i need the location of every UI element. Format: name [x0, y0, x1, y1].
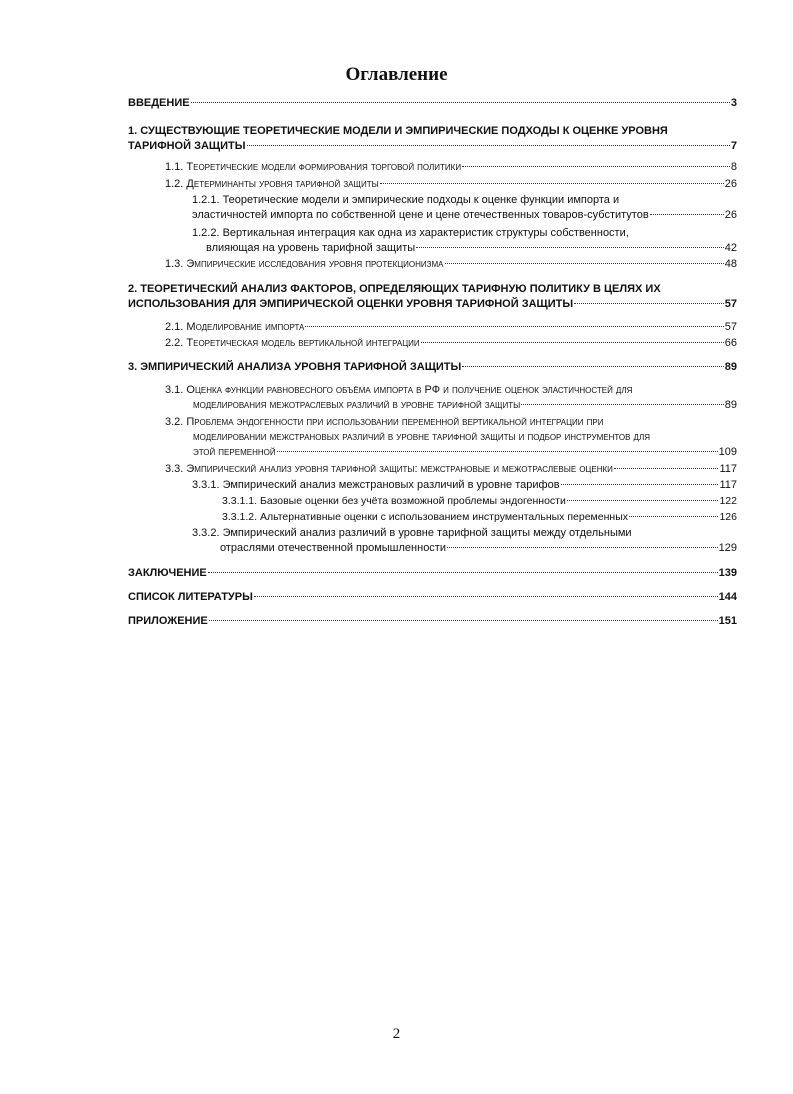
toc-page-number: 42: [724, 242, 737, 254]
toc-page-number: 129: [718, 542, 737, 554]
dot-leader: [561, 484, 719, 485]
toc-entry-section-2-2[interactable]: [165, 336, 737, 351]
toc-page-number: 139: [718, 567, 737, 579]
toc-entry-title-line: 3.3.2. Эмпирический анализ различий в уровне тарифной защиты между отдельными: [192, 527, 632, 539]
dot-leader: [629, 516, 718, 517]
toc-entry-title: 3.3.1.2. Альтернативные оценки с использованием инструментальных переменных: [222, 511, 628, 523]
toc-entry-appendix[interactable]: [128, 614, 737, 629]
toc-entry-title-line: 3.2. Проблема эндогенности при использовании переменной вертикальной интеграции при: [165, 416, 604, 428]
dot-leader: [254, 596, 718, 597]
toc-entry-title: 3.3. Эмпирический анализ уровня тарифной защиты: межстрановые и межотраслевые оценки: [165, 463, 613, 475]
toc-page-number: 109: [718, 446, 737, 458]
dot-leader: [247, 145, 730, 146]
dot-leader: [567, 500, 719, 501]
toc-page-number: 126: [719, 511, 737, 523]
dot-leader: [421, 342, 724, 343]
toc-entry-section-3-3-1-2[interactable]: [222, 510, 737, 525]
toc-entry-section-3-3-1[interactable]: [192, 478, 737, 493]
toc-entry-title: 1.1. Теоретические модели формирования торговой политики: [165, 161, 462, 173]
toc-entry-title: ИСПОЛЬЗОВАНИЯ ДЛЯ ЭМПИРИЧЕСКОЙ ОЦЕНКИ УРОВНЯ ТАРИФНОЙ ЗАЩИТЫ: [128, 298, 574, 310]
toc-entry-title: 1.2. Детерминанты уровня тарифной защиты: [165, 178, 379, 190]
dot-leader: [416, 247, 724, 248]
page-title: Оглавление: [345, 64, 448, 85]
toc-entry-title-line: 1.2.2. Вертикальная интеграция как одна из характеристик структуры собственности,: [192, 227, 629, 239]
toc-page-number: 57: [724, 321, 737, 333]
toc-page-number: 117: [719, 479, 737, 491]
toc-entry-title: 3.3.1.1. Базовые оценки без учёта возможной проблемы эндогенности: [222, 495, 566, 507]
dot-leader: [521, 404, 724, 405]
toc-entry-title: 3. ЭМПИРИЧЕСКИЙ АНАЛИЗА УРОВНЯ ТАРИФНОЙ ЗАЩИТЫ: [128, 361, 462, 373]
toc-entry-title: ТАРИФНОЙ ЗАЩИТЫ: [128, 140, 246, 152]
toc-entry-title-line: 2. ТЕОРЕТИЧЕСКИЙ АНАЛИЗ ФАКТОРОВ, ОПРЕДЕЛЯЮЩИХ ТАРИФНУЮ ПОЛИТИКУ В ЦЕЛЯХ ИХ: [128, 283, 661, 295]
dot-leader: [209, 620, 718, 621]
toc-entry-title: 2.2. Теоретическая модель вертикальной интеграции: [165, 337, 420, 349]
toc-entry-title: 1.3. Эмпирические исследования уровня протекционизма: [165, 258, 444, 270]
toc-entry-chapter-1[interactable]: [128, 124, 737, 154]
toc-entry-section-3-2[interactable]: [165, 415, 737, 460]
toc-entry-section-1-2[interactable]: [165, 177, 737, 192]
toc-entry-section-1-2-1[interactable]: [192, 193, 737, 223]
toc-page-number: 3: [730, 97, 737, 109]
toc-entry-title: ВВЕДЕНИЕ: [128, 97, 190, 109]
toc-page-number: 151: [718, 615, 737, 627]
toc-entry-title: этой переменной: [193, 446, 276, 458]
dot-leader: [380, 183, 724, 184]
toc-entry-title: моделирования межотраслевых различий в уровне тарифной защиты: [193, 399, 521, 411]
toc-page-number: 7: [730, 140, 737, 152]
toc-page-number: 66: [724, 337, 737, 349]
toc-entry-chapter-2[interactable]: [128, 282, 737, 312]
toc-entry-title-line: 1. СУЩЕСТВУЮЩИЕ ТЕОРЕТИЧЕСКИЕ МОДЕЛИ И ЭМПИРИЧЕСКИЕ ПОДХОДЫ К ОЦЕНКЕ УРОВНЯ: [128, 125, 668, 137]
toc-entry-section-3-3-1-1[interactable]: [222, 494, 737, 509]
toc-entry-title-line: 3.1. Оценка функции равновесного объёма импорта в РФ и получение оценок эластичностей для: [165, 384, 633, 396]
toc-page-number: 26: [724, 178, 737, 190]
dot-leader: [574, 303, 724, 304]
toc-page-number: 89: [724, 399, 737, 411]
toc-entry-section-1-2-2[interactable]: [192, 226, 737, 256]
toc-entry-title: отраслями отечественной промышленности: [220, 542, 446, 554]
toc-page-number: 8: [730, 161, 737, 173]
toc-entry-section-3-1[interactable]: [165, 383, 737, 413]
dot-leader: [462, 166, 730, 167]
toc-page-number: 117: [719, 463, 737, 475]
toc-entry-section-2-1[interactable]: [165, 320, 737, 335]
toc-entry-section-1-1[interactable]: [165, 160, 737, 175]
dot-leader: [650, 214, 724, 215]
toc-entry-conclusion[interactable]: [128, 566, 737, 581]
dot-leader: [462, 366, 723, 367]
toc-entry-introduction[interactable]: [128, 96, 737, 111]
toc-entry-title-line: 1.2.1. Теоретические модели и эмпирические подходы к оценке функции импорта и: [192, 194, 620, 206]
page-number: 2: [392, 1026, 401, 1042]
toc-entry-chapter-3[interactable]: [128, 360, 737, 375]
toc-entry-title: СПИСОК ЛИТЕРАТУРЫ: [128, 591, 253, 603]
toc-page-number: 48: [724, 258, 737, 270]
dot-leader: [305, 326, 723, 327]
toc-entry-title: ПРИЛОЖЕНИЕ: [128, 615, 208, 627]
toc-page-number: 122: [719, 495, 737, 507]
toc-entry-title: эластичностей импорта по собственной цене и цене отечественных товаров-субститутов: [192, 209, 649, 221]
toc-entry-title-line: моделировании межстрановых различий в уровне тарифной защиты и подбор инструментов для: [193, 431, 650, 443]
toc-entry-section-3-3[interactable]: [165, 462, 737, 477]
dot-leader: [614, 468, 719, 469]
toc-entry-title: ЗАКЛЮЧЕНИЕ: [128, 567, 207, 579]
toc-entry-title: 2.1. Моделирование импорта: [165, 321, 305, 333]
toc-page-number: 26: [724, 209, 737, 221]
toc-entry-references[interactable]: [128, 590, 737, 605]
toc-entry-title: 3.3.1. Эмпирический анализ межстрановых различий в уровне тарифов: [192, 479, 560, 491]
toc-page-number: 144: [718, 591, 737, 603]
toc-page-number: 89: [724, 361, 737, 373]
toc-entry-title: влияющая на уровень тарифной защиты: [206, 242, 416, 254]
dot-leader: [191, 102, 730, 103]
toc-page-number: 57: [724, 298, 737, 310]
dot-leader: [208, 572, 718, 573]
toc-entry-section-3-3-2[interactable]: [192, 526, 737, 556]
toc-entry-section-1-3[interactable]: [165, 257, 737, 272]
dot-leader: [277, 451, 718, 452]
dot-leader: [445, 263, 724, 264]
dot-leader: [447, 547, 718, 548]
